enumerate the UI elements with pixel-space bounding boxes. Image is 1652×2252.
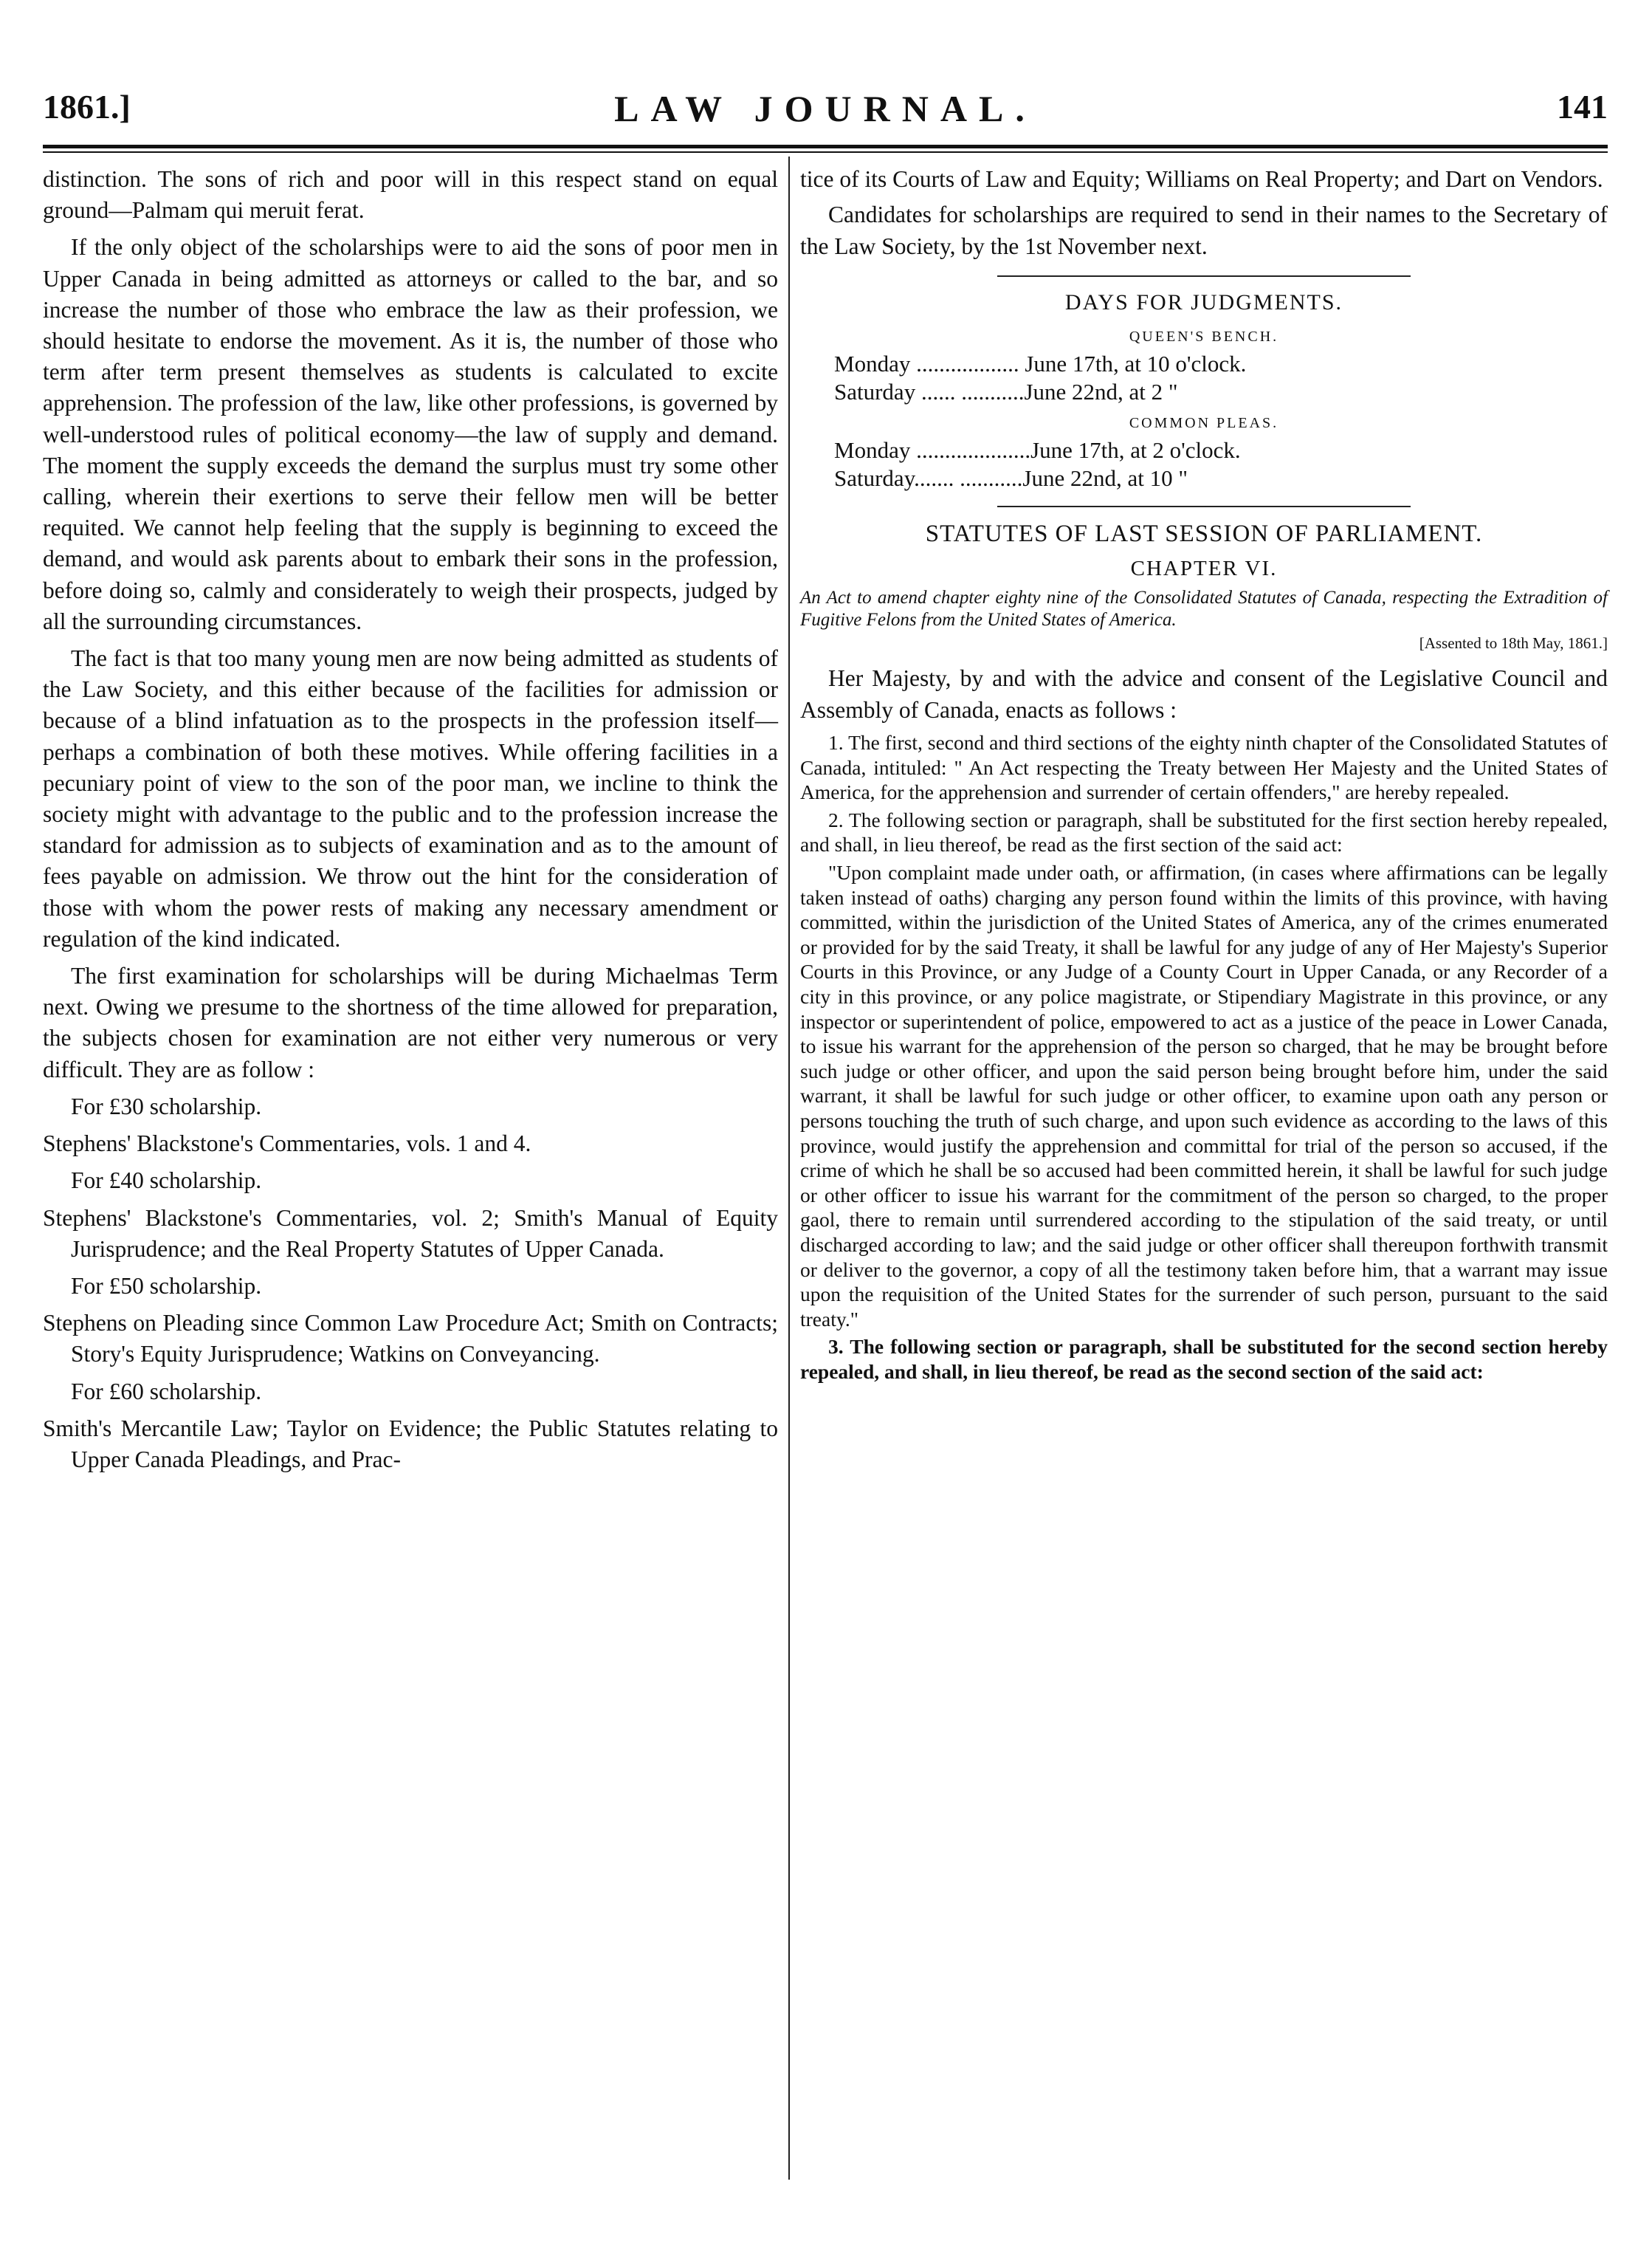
schedule-row: Monday .................. June 17th, at 10 o'clock. (834, 351, 1247, 377)
header-page-number: 141 (1557, 88, 1608, 126)
section-2: 2. The following section or paragraph, shall be substituted for the first section hereby repealed, and shall, in lieu thereof, be read as the first section of the said act: (800, 808, 1608, 856)
schedule-row: Monday ....................June 17th, at 2 o'clock. (834, 437, 1241, 464)
scholarship-60-heading: For £60 scholarship. (71, 1378, 262, 1404)
right-column (800, 164, 1608, 1387)
scholarship-30-heading: For £30 scholarship. (71, 1093, 262, 1119)
queens-bench-schedule (800, 350, 1608, 406)
schedule-row: Saturday ...... ...........June 22nd, at 2 " (834, 379, 1178, 405)
act-title: An Act to amend chapter eighty nine of the Consolidated Statutes of Canada, respecting the Extradition of Fugitive Felons from the United States of America. (800, 588, 1608, 631)
section-3: 3. The following section or paragraph, shall be substituted for the second section hereby repealed, and shall, in lieu thereof, be read as the second section of the said act: (800, 1335, 1608, 1383)
section-rule (997, 275, 1411, 277)
left-paragraph-2: If the only object of the scholarships were to aid the sons of poor men in Upper Canada in being admitted as attorneys or called to the bar, and so increase the number of those who embrace the law as their profession, we should hesitate to endorse the movement. As it is, the number of those who term after term present themselves as students is calculated to excite apprehension. The profession of the law, like other professions, is governed by well-understood rules of political economy—the law of supply and demand. The moment the supply exceeds the demand the surplus must try some other calling, wherein their exertions to serve their fellow men will be better requited. We cannot help feeling that the supply is beginning to exceed the demand, and would ask parents about to embark their sons in the profession, before doing so, calmly and considerately to weigh their prospects, judged by all the surrounding circumstances. (43, 234, 778, 634)
header-rule-thin (43, 151, 1608, 153)
left-paragraph-4: The first examination for scholarships will be during Michaelmas Term next. Owing we presume to the shortness of the time allowed for preparation, the subjects chosen for examination are not either very numerous or very difficult. They are as follow : (43, 963, 778, 1082)
common-pleas-schedule (800, 436, 1608, 492)
queens-bench-heading: QUEEN'S BENCH. (1129, 329, 1279, 346)
scholarship-60-subjects: Smith's Mercantile Law; Taylor on Evidence; the Public Statutes relating to Upper Canada Pleadings, and Prac- (43, 1415, 778, 1472)
scholarship-40-heading: For £40 scholarship. (71, 1167, 262, 1194)
scholarship-50-subjects: Stephens on Pleading since Common Law Procedure Act; Smith on Contracts; Story's Equity Jurisprudence; Watkins on Conveyancing. (43, 1310, 778, 1367)
running-header (43, 87, 1608, 131)
header-journal-title: LAW JOURNAL. (614, 88, 1036, 129)
schedule-row: Saturday....... ...........June 22nd, at 10 " (834, 465, 1188, 492)
statutes-heading: STATUTES OF LAST SESSION OF PARLIAMENT. (925, 521, 1483, 548)
left-column (43, 164, 778, 1481)
left-paragraph-1: distinction. The sons of rich and poor will in this respect stand on equal ground—Palmam qui meruit ferat. (43, 166, 778, 224)
left-paragraph-3: The fact is that too many young men are now being admitted as students of the Law Society, and this either because of the facilities for admission or because of a blind infatuation as to the prospects in the profession itself—perhaps a combination of both these motives. While offering facilities in a pecuniary point of view to the son of the poor man, we incline to think the society might with advantage to the public and to the profession increase the standard for admission as to subjects of examination and as to the amount of fees payable on admission. We throw out the hint for the consideration of those with whom the power rests of making any necessary amendment or regulation of the kind indicated. (43, 645, 778, 952)
right-paragraph-2: Candidates for scholarships are required to send in their names to the Secretary of the Law Society, by the 1st November next. (800, 202, 1608, 259)
enacting-clause: Her Majesty, by and with the advice and consent of the Legislative Council and Assembly of Canada, enacts as follows : (800, 665, 1608, 723)
column-divider (788, 157, 790, 2180)
scholarship-50-heading: For £50 scholarship. (71, 1272, 262, 1299)
header-rule-thick (43, 145, 1608, 148)
chapter-heading: CHAPTER VI. (1130, 557, 1278, 581)
scholarship-30-subjects: Stephens' Blackstone's Commentaries, vols. 1 and 4. (43, 1130, 531, 1157)
section-2-quoted-text: "Upon complaint made under oath, or affirmation, (in cases where affirmations can be legally taken instead of oaths) charging any person found within the limits of this province, with having committed, within the jurisdiction of the United States of America, any of the crimes enumerated or provided for by the said Treaty, it shall be lawful for any judge of any of Her Majesty's Superior Courts in this Province, or any Judge of a County Court in Upper Canada, or any Recorder of a city in this province, or any police magistrate, or Stipendiary Magistrate in this province, or any inspector or superintendent of police, empowered to act as a justice of the peace in Lower Canada, to issue his warrant for the apprehension of the person so charged, that he may be brought before such judge or other officer, and upon the said person being brought before him, under the said warrant, it shall be lawful for such judge or other officer, to examine upon oath any person or persons touching the truth of such charge, and upon such evidence as according to the laws of this province, would justify the apprehension and committal for trial of the person so accused, if the crime of which he shall be so accused had been committed herein, it shall be lawful for such judge or other officer to issue his warrant for the commitment of the person so charged, to the proper gaol, there to remain until surrendered according to the stipulation of the said treaty, or until discharged according to law; and the said judge or other officer shall thereupon forthwith transmit or deliver to the governor, a copy of all the testimony taken before him, that a warrant may issue upon the requisition of the United States for the surrender of such person, pursuant to the said treaty." (800, 861, 1608, 1331)
section-rule (997, 506, 1411, 507)
common-pleas-heading: COMMON PLEAS. (1129, 415, 1279, 432)
scholarship-40-subjects: Stephens' Blackstone's Commentaries, vol. 2; Smith's Manual of Equity Jurisprudence; and the Real Property Statutes of Upper Canada. (43, 1204, 778, 1262)
header-year: 1861.] (43, 88, 131, 126)
days-for-judgments-heading: DAYS FOR JUDGMENTS. (1064, 290, 1343, 315)
assent-date: [Assented to 18th May, 1861.] (1419, 634, 1608, 653)
section-1: 1. The first, second and third sections of the eighty ninth chapter of the Consolidated Statutes of Canada, intituled: " An Act respecting the Treaty between Her Majesty and the United States of America, for the apprehension and surrender of certain offenders," are hereby repealed. (800, 731, 1608, 804)
right-paragraph-1: tice of its Courts of Law and Equity; Williams on Real Property; and Dart on Vendors. (800, 166, 1603, 192)
